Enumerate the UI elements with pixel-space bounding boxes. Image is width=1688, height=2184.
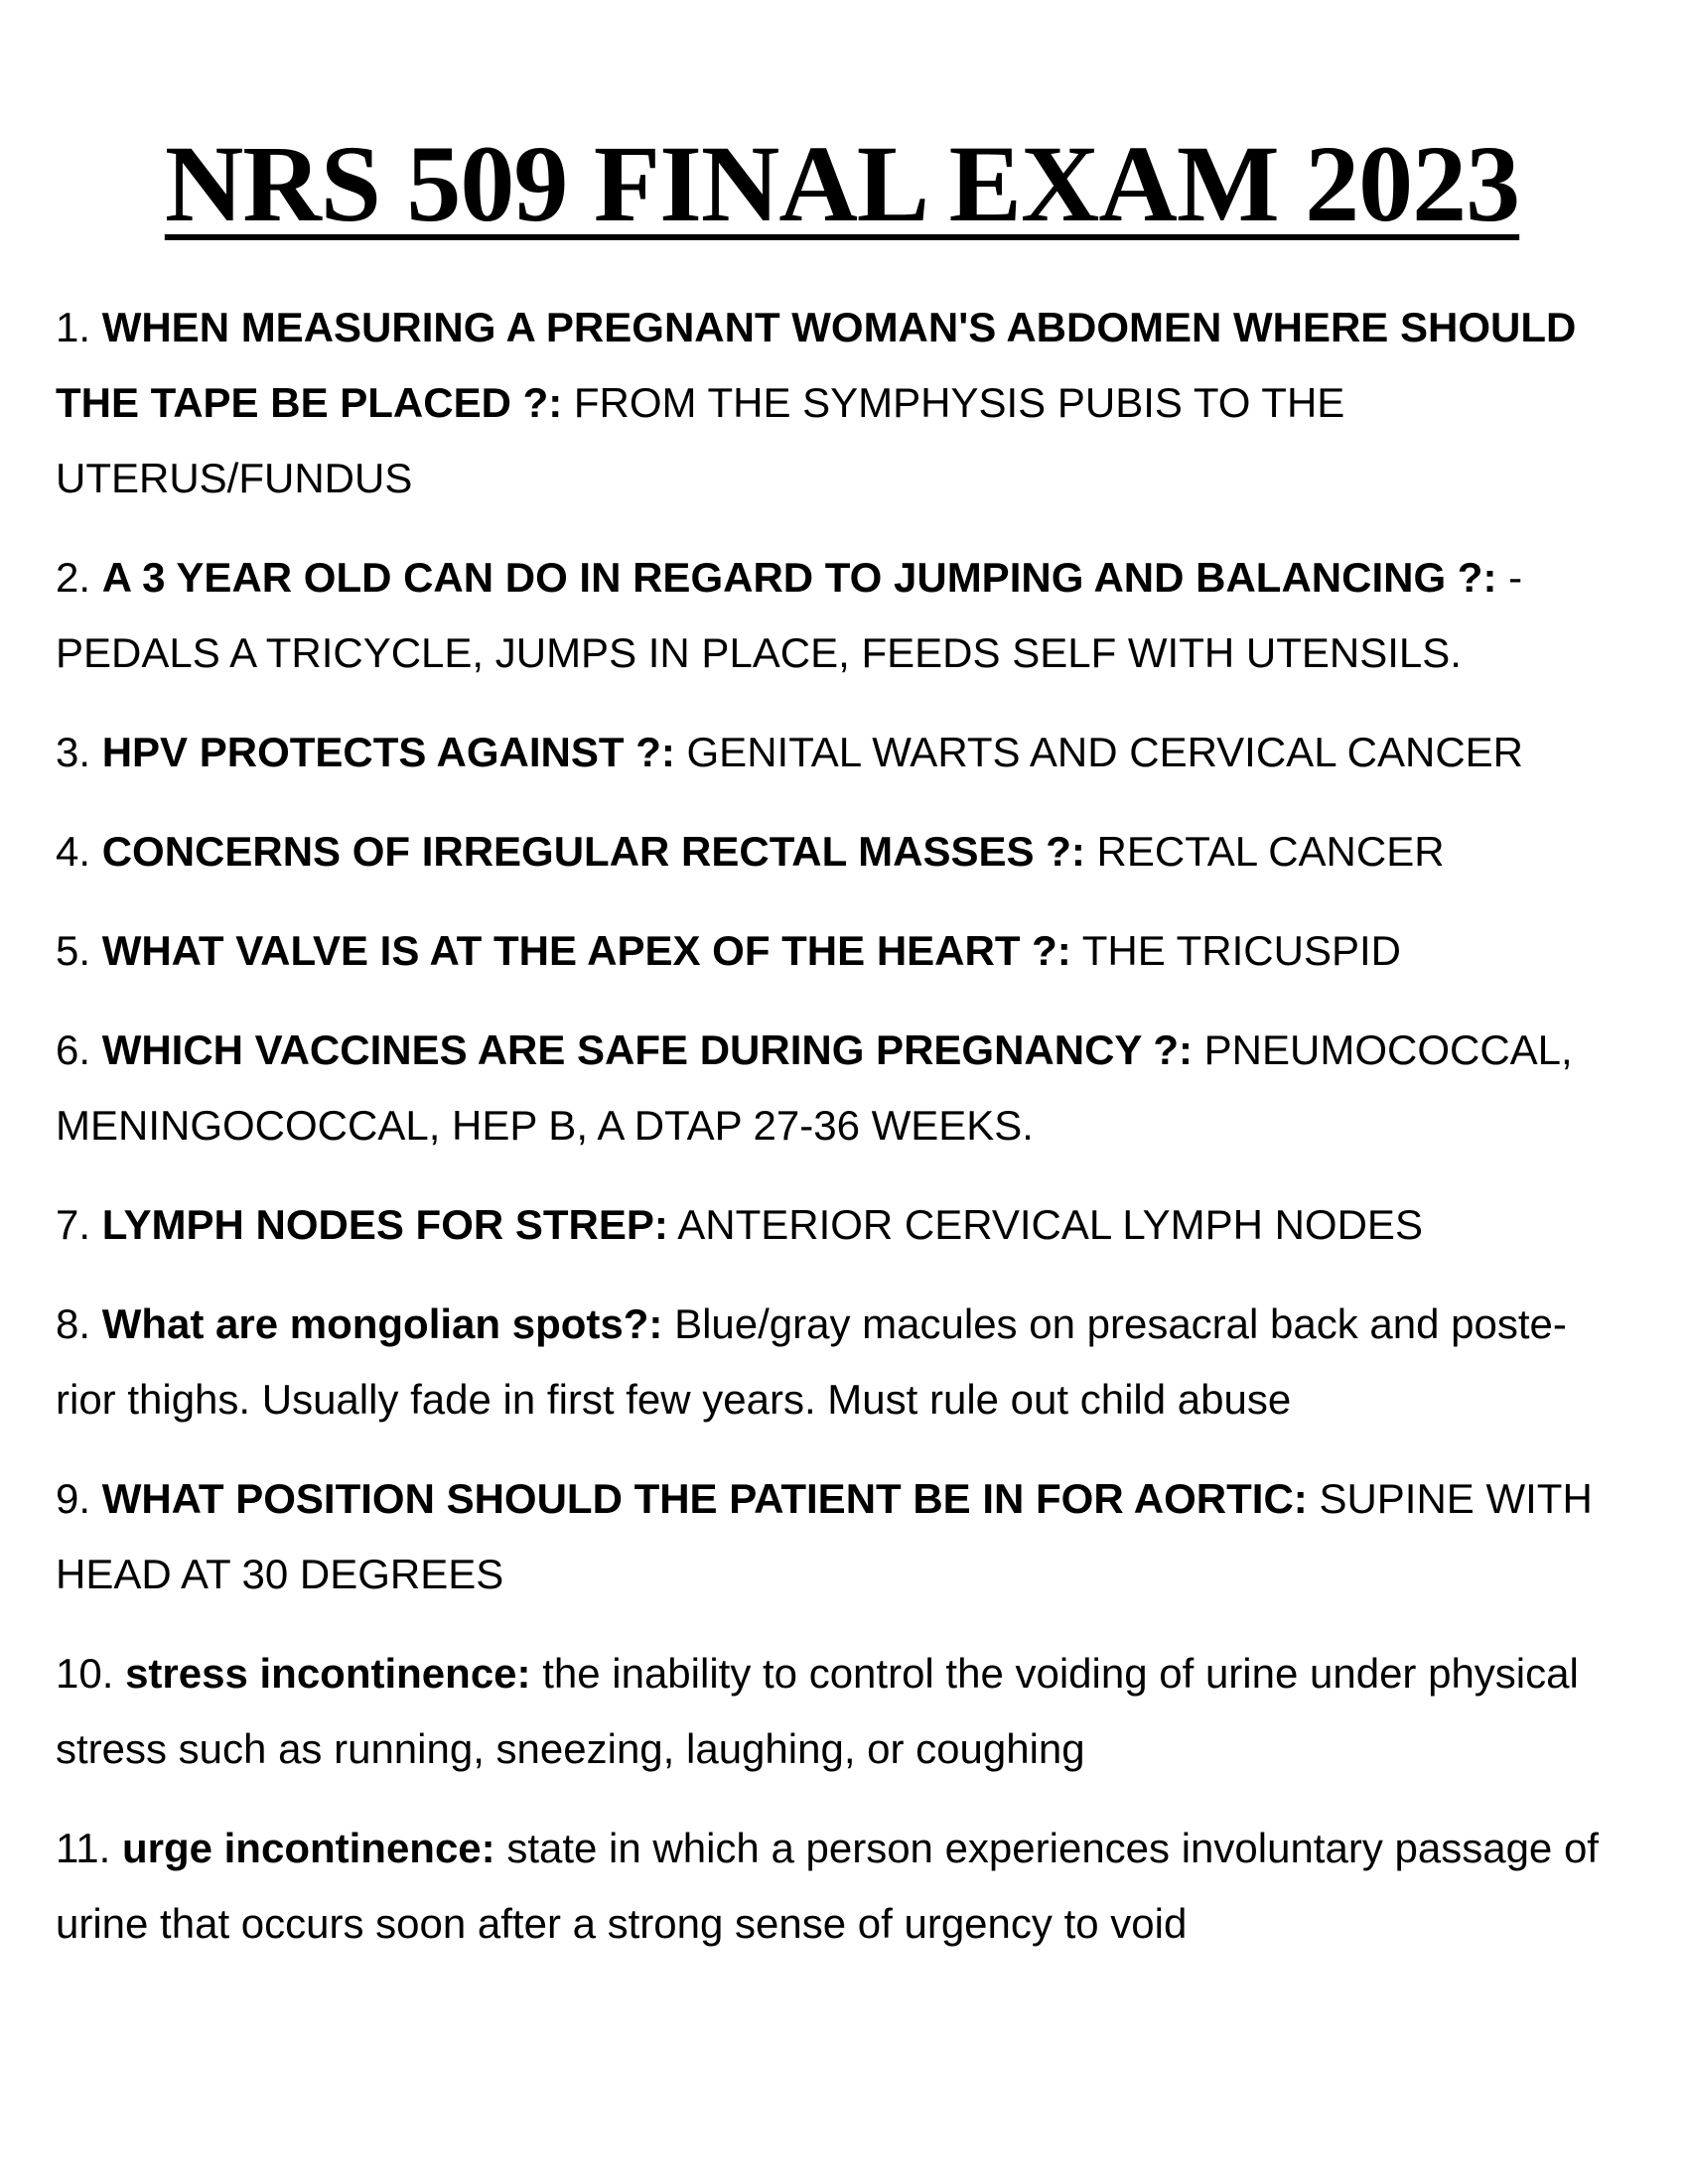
question-item-1 — [56, 290, 1628, 516]
question-text: CONCERNS OF IRREGULAR RECTAL MASSES ?: — [101, 828, 1085, 875]
answer-text: SUPINE WITH HEAD AT 30 DEGREES — [56, 1475, 1593, 1597]
question-number: 8. — [56, 1300, 91, 1347]
question-text: stress incontinence: — [125, 1650, 531, 1697]
question-text: WHAT VALVE IS AT THE APEX OF THE HEART ?: — [101, 927, 1071, 974]
question-text: HPV PROTECTS AGAINST ?: — [101, 729, 675, 775]
answer-text: GENITAL WARTS AND CERVICAL CANCER — [686, 729, 1524, 775]
question-item-2 — [56, 540, 1628, 691]
question-item-3 — [56, 715, 1628, 790]
question-number: 10. — [56, 1650, 114, 1697]
question-number: 4. — [56, 828, 91, 875]
question-number: 9. — [56, 1475, 91, 1522]
question-item-4 — [56, 814, 1628, 889]
question-text: WHICH VACCINES ARE SAFE DURING PREGNANCY ?: — [101, 1026, 1193, 1073]
page-title — [56, 123, 1628, 244]
question-text: urge incontinence: — [121, 1825, 495, 1871]
answer-text: RECTAL CANCER — [1096, 828, 1445, 875]
question-text: WHEN MEASURING A PREGNANT WOMAN'S ABDOMEN WHERE SHOULD THE TAPE BE PLACED ?: — [56, 304, 1577, 426]
question-list — [56, 290, 1628, 1962]
question-number: 11. — [56, 1825, 111, 1871]
answer-text: PNEUMOCOCCAL, MENINGOCOCCAL, HEP B, A DTAP 27-36 WEEKS. — [56, 1026, 1573, 1149]
answer-text: THE TRICUSPID — [1081, 927, 1401, 974]
question-item-7 — [56, 1187, 1628, 1263]
question-item-11 — [56, 1811, 1628, 1962]
answer-text: state in which a person experiences involuntary passage of urine that occurs soon after a strong sense of urgency to void — [56, 1825, 1599, 1947]
answer-text: Blue/gray macules on presacral back and poste- rior thighs. Usually fade in first few years. Must rule out child abuse — [56, 1300, 1567, 1423]
page-title-text: NRS 509 FINAL EXAM 2023 — [164, 123, 1520, 244]
answer-text: - PEDALS A TRICYCLE, JUMPS IN PLACE, FEEDS SELF WITH UTENSILS. — [56, 554, 1523, 676]
question-number: 6. — [56, 1026, 91, 1073]
question-text: What are mongolian spots?: — [101, 1300, 663, 1347]
question-item-10 — [56, 1636, 1628, 1787]
question-item-8 — [56, 1287, 1628, 1437]
question-number: 3. — [56, 729, 91, 775]
question-item-6 — [56, 1013, 1628, 1163]
question-number: 2. — [56, 554, 91, 601]
question-text: WHAT POSITION SHOULD THE PATIENT BE IN FOR AORTIC: — [101, 1475, 1308, 1522]
answer-text: FROM THE SYMPHYSIS PUBIS TO THE UTERUS/FUNDUS — [56, 379, 1345, 501]
question-text: A 3 YEAR OLD CAN DO IN REGARD TO JUMPING AND BALANCING ?: — [101, 554, 1497, 601]
answer-text: ANTERIOR CERVICAL LYMPH NODES — [677, 1201, 1423, 1248]
question-number: 5. — [56, 927, 91, 974]
question-number: 1. — [56, 304, 91, 350]
question-number: 7. — [56, 1201, 91, 1248]
question-item-9 — [56, 1461, 1628, 1612]
question-item-5 — [56, 913, 1628, 989]
answer-text: the inability to control the voiding of urine under physical stress such as running, sneezing, laughing, or coughing — [56, 1650, 1579, 1772]
question-text: LYMPH NODES FOR STREP: — [101, 1201, 668, 1248]
